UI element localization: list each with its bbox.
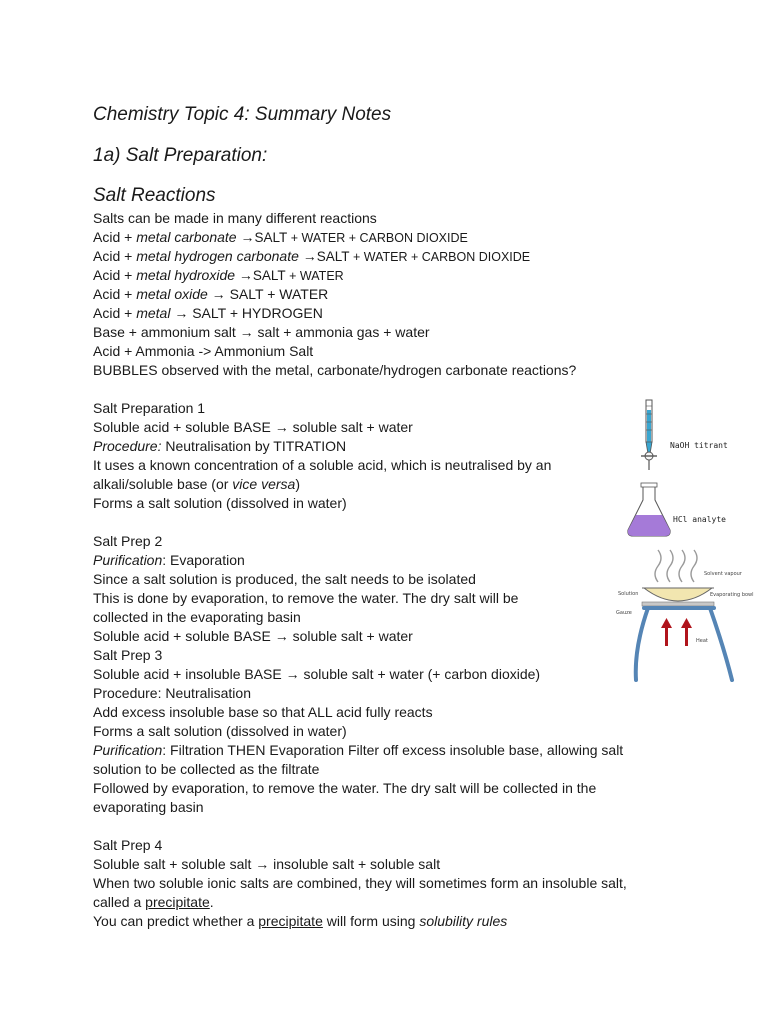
titration-diagram (610, 396, 768, 544)
prep1-heading: Salt Preparation 1 (93, 400, 206, 416)
tripod-icon (636, 608, 732, 680)
heat-arrows-icon (661, 618, 692, 646)
reactions-intro: Salts can be made in many different reactions (93, 210, 377, 226)
reaction-line: Base + ammonium salt → salt + ammonia gas + water (93, 324, 430, 340)
prep4-text: When two soluble ionic salts are combined, they will sometimes form an insoluble salt, (93, 875, 627, 891)
prep3-text: Add excess insoluble base so that ALL acid fully reacts (93, 704, 433, 720)
prep4-text: called a precipitate. (93, 894, 214, 910)
prep1-procedure: Procedure: Neutralisation by TITRATION (93, 438, 347, 454)
precipitate-term: precipitate (145, 894, 210, 910)
prep1-equation: Soluble acid + soluble BASE → soluble salt + water (93, 419, 413, 435)
reaction-line: Acid + metal → SALT + HYDROGEN (93, 305, 323, 321)
bowl-label: Evaporating bowl (710, 592, 754, 598)
titrant-label: NaOH titrant (670, 441, 728, 450)
prep1-text: It uses a known concentration of a soluble acid, which is neutralised by an (93, 457, 552, 473)
evaporation-diagram (612, 548, 768, 688)
prep3-text: solution to be collected as the filtrate (93, 761, 320, 777)
vapour-label: Solvent vapour (704, 571, 742, 577)
prep3-purification: Purification: Filtration THEN Evaporation Filter off excess insoluble base, allowing salt (93, 742, 624, 758)
prep1-text: Forms a salt solution (dissolved in water) (93, 495, 347, 511)
prep1-text: alkali/soluble base (or vice versa) (93, 476, 300, 492)
precipitate-term: precipitate (258, 913, 323, 929)
prep3-procedure: Procedure: Neutralisation (93, 685, 251, 701)
prep3-heading: Salt Prep 3 (93, 647, 163, 663)
section-title: 1a) Salt Preparation: (93, 145, 268, 166)
reaction-line: Acid + metal hydroxide →SALT + WATER (93, 267, 344, 283)
reaction-line: Acid + metal hydrogen carbonate →SALT + WATER + CARBON DIOXIDE (93, 248, 531, 264)
prep4-equation: Soluble salt + soluble salt → insoluble salt + soluble salt (93, 856, 441, 872)
prep2-text: collected in the evaporating basin (93, 609, 301, 625)
document-body (93, 102, 693, 931)
document-title: Chemistry Topic 4: Summary Notes (93, 104, 392, 125)
conical-flask-icon (628, 483, 670, 536)
heat-label: Heat (696, 638, 708, 644)
prep4-heading: Salt Prep 4 (93, 837, 163, 853)
reaction-line: Acid + metal oxide → SALT + WATER (93, 286, 329, 302)
prep2-text: Since a salt solution is produced, the salt needs to be isolated (93, 571, 476, 587)
prep2-text: This is done by evaporation, to remove the water. The dry salt will be (93, 590, 519, 606)
vapour-icon (655, 550, 697, 582)
reaction-line: BUBBLES observed with the metal, carbonate/hydrogen carbonate reactions? (93, 362, 577, 378)
prep3-text: Forms a salt solution (dissolved in water) (93, 723, 347, 739)
reaction-line: Acid + metal carbonate →SALT + WATER + CARBON DIOXIDE (93, 229, 468, 245)
prep3-text: evaporating basin (93, 799, 204, 815)
reaction-line: Acid + Ammonia -> Ammonium Salt (93, 343, 314, 359)
analyte-label: HCl analyte (673, 515, 726, 524)
prep2-purification: Purification: Evaporation (93, 552, 245, 568)
prep2-heading: Salt Prep 2 (93, 533, 163, 549)
prep4-text: You can predict whether a precipitate will form using solubility rules (93, 913, 508, 929)
solution-label: Solution (618, 591, 639, 597)
reactions-heading: Salt Reactions (93, 185, 216, 206)
prep2-equation: Soluble acid + soluble BASE → soluble salt + water (93, 628, 413, 644)
evaporating-bowl-icon (642, 588, 714, 601)
gauze-label: Gauze (616, 610, 632, 616)
prep3-equation: Soluble acid + insoluble BASE → soluble salt + water (+ carbon dioxide) (93, 666, 541, 682)
prep3-text: Followed by evaporation, to remove the water. The dry salt will be collected in the (93, 780, 597, 796)
burette-icon (641, 400, 657, 470)
gauze-icon (642, 602, 714, 606)
